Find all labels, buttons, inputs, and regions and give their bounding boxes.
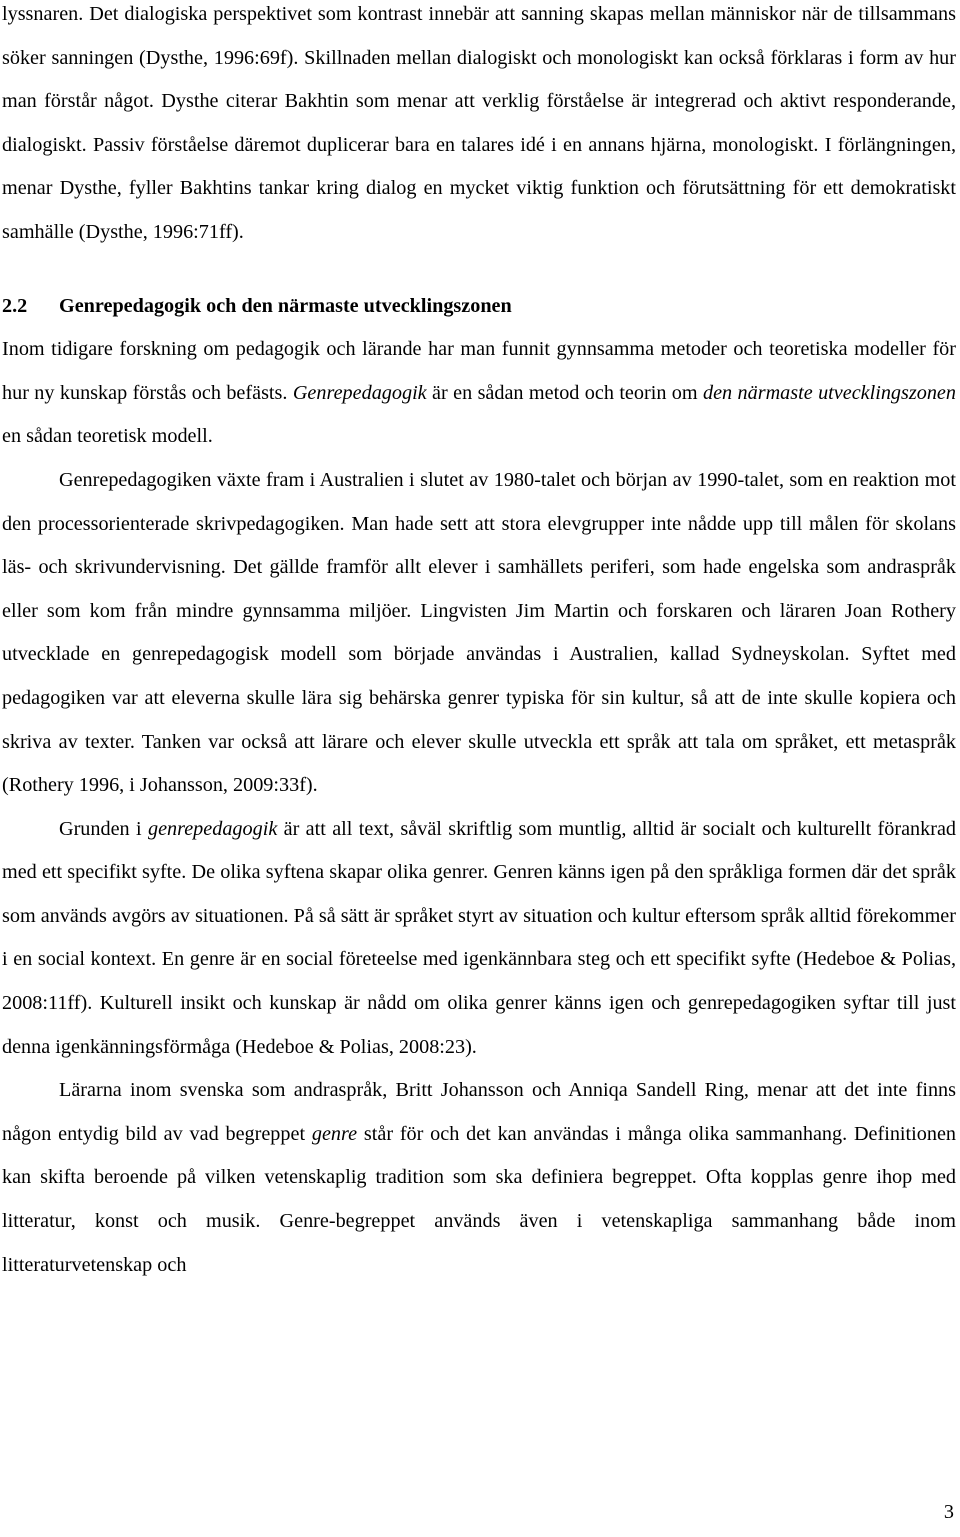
section-number: 2.2 xyxy=(2,294,28,317)
paragraph-genre-basis xyxy=(2,808,956,1070)
section-title: Genrepedagogik och den närmaste utvecklingszonen xyxy=(59,294,512,317)
italic-term-genrepedagogik: Genrepedagogik xyxy=(292,381,427,404)
paragraph-research-intro xyxy=(2,328,956,459)
text-run: en sådan teoretisk modell. xyxy=(2,425,213,448)
italic-term-zpd: den närmaste utvecklingszonen xyxy=(703,381,956,404)
section-heading xyxy=(2,285,956,329)
italic-term-genrepedagogik: genrepedagogik xyxy=(147,817,278,840)
page-number: 3 xyxy=(943,1501,954,1523)
paragraph-australia-history: Genrepedagogiken växte fram i Australien i slutet av 1980-talet och början av 1990-talet, som en reaktion mot den processorienterade skrivpedagogiken. Man hade sett att stora elevgrupper inte nådde upp till målen för skolans läs- och skrivundervisning. Det gällde framför allt elever i samhällets periferi, som hade engelska som andraspråk eller som kom från mindre gynnsamma miljöer. Lingvisten Jim Martin och forskaren och läraren Joan Rothery utvecklade en genrepedagogisk modell som började användas i Australien, kallad Sydneyskolan. Syftet med pedagogiken var att eleverna skulle lära sig behärska genrer typiska för sin kultur, så att de inte skulle kopiera och skriva av texter. Tanken var också att lärare och elever skulle utveckla ett språk att tala om språket, ett metaspråk (Rothery 1996, i Johansson, 2009:33f). xyxy=(2,468,956,797)
paragraph-genre-definition xyxy=(2,1069,956,1287)
text-run: Inom tidigare forskning om pedagogik och lärande har man funnit gynnsamma metoder och teoretiska modeller för hur ny kunskap förstås och befästs. xyxy=(2,338,956,404)
text-run: Grunden i xyxy=(59,817,148,840)
text-run: är en sådan metod och teorin om xyxy=(426,381,703,404)
italic-term-genre: genre xyxy=(311,1122,358,1145)
text-run: Lärarna inom svenska som andraspråk, Britt Johansson och Anniqa Sandell Ring, menar att det inte finns någon entydig bild av vad begreppet xyxy=(2,1079,956,1145)
text-run: är att all text, såväl skriftlig som muntlig, alltid är socialt och kulturellt förankrad med ett specifikt syfte. De olika syftena skapar olika genrer. Genren känns igen på den språkliga formen där det språk som används avgörs av situationen. På så sätt är språket styrt av situation och kultur eftersom språk alltid förekommer i en social kontext. En genre är en social företeelse med igenkännbara steg och ett specifikt syfte (Hedeboe & Polias, 2008:11ff). Kulturell insikt och kunskap är nådd om olika genrer känns igen och genrepedagogiken syftar till just denna igenkänningsförmåga (Hedeboe & Polias, 2008:23). xyxy=(2,817,956,1058)
text-run: står för och det kan användas i många olika sammanhang. Definitionen kan skifta beroende på vilken vetenskaplig tradition som ska definiera begreppet. Ofta kopplas genre ihop med litteratur, konst och musik. Genre-begreppet används även i vetenskapliga sammanhang både inom litteraturvetenskap och xyxy=(2,1122,956,1276)
document-page xyxy=(2,0,956,1287)
paragraph-dialogic-perspective: lyssnaren. Det dialogiska perspektivet som kontrast innebär att sanning skapas mellan människor när de tillsammans söker sanningen (Dysthe, 1996:69f). Skillnaden mellan dialogiskt och monologiskt kan också förklaras i form av hur man förstår något. Dysthe citerar Bakhtin som menar att verklig förståelse är integrerad och aktivt responderande, dialogiskt. Passiv förståelse däremot duplicerar bara en talares idé i en annans hjärna, monologiskt. I förlängningen, menar Dysthe, fyller Bakhtins tankar kring dialog en mycket viktig funktion och förutsättning för ett demokratiskt samhälle (Dysthe, 1996:71ff). xyxy=(2,3,956,243)
